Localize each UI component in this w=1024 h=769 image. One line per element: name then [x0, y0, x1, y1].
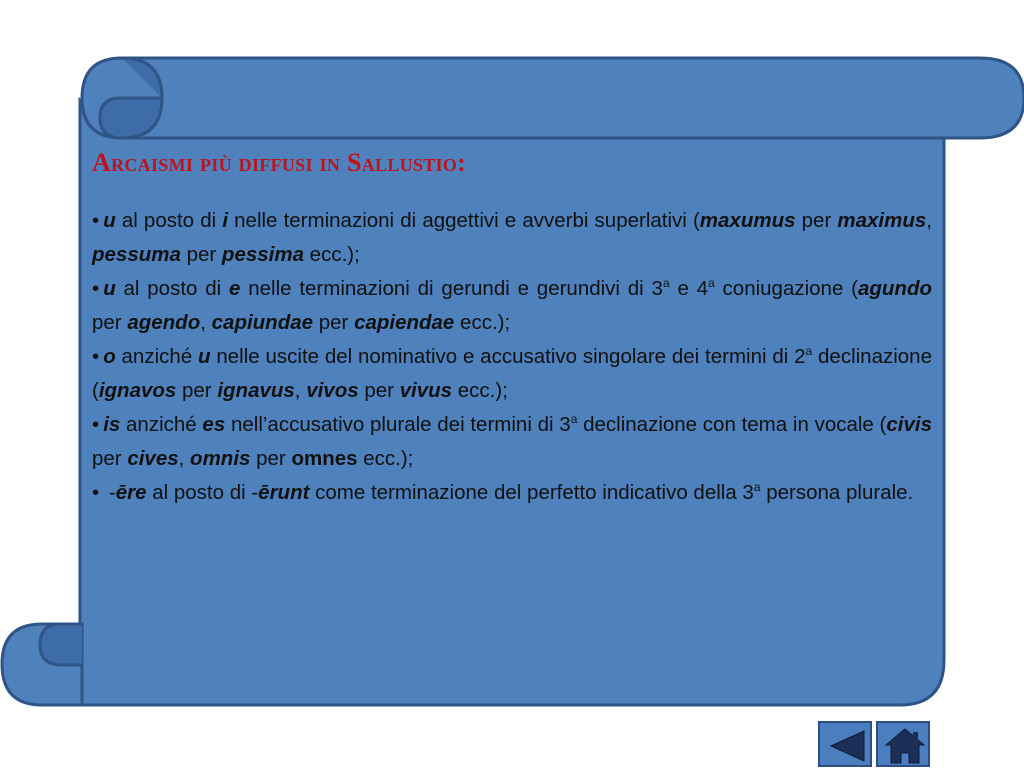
list-item: • u al posto di i nelle terminazioni di aggettivi e avverbi superlativi (maxumus per maximus, pessuma per pessima ecc.); — [92, 209, 932, 266]
back-arrow-icon — [820, 723, 874, 769]
home-icon — [878, 723, 932, 769]
back-button[interactable] — [818, 721, 872, 767]
scroll-top-roll — [82, 58, 1024, 138]
slide-title: Arcaismi più diffusi in Sallustio: — [92, 148, 467, 177]
list-item: • -ēre al posto di -ērunt come terminazione del perfetto indicativo della 3$^a$ persona plurale. — [92, 480, 914, 504]
list-item: • o anziché u nelle uscite del nominativo e accusativo singolare dei termini di 2$^a$ declinazione (ignavos per ignavus, vivos per vivus ecc.); — [92, 344, 932, 402]
list-item: • u al posto di e nelle terminazioni di gerundi e gerundivi di 3$^a$ e 4$^a$ coniugazione (agundo per agendo, capiundae per capiendae ecc.); — [92, 276, 932, 334]
home-button[interactable] — [876, 721, 930, 767]
scroll-bottom-curl — [40, 624, 82, 665]
list-item: • is anziché es nell’accusativo plurale dei termini di 3$^a$ declinazione con tema in vocale (civis per cives, omnis per omnes ecc.); — [92, 412, 932, 470]
slide-content — [92, 148, 932, 510]
